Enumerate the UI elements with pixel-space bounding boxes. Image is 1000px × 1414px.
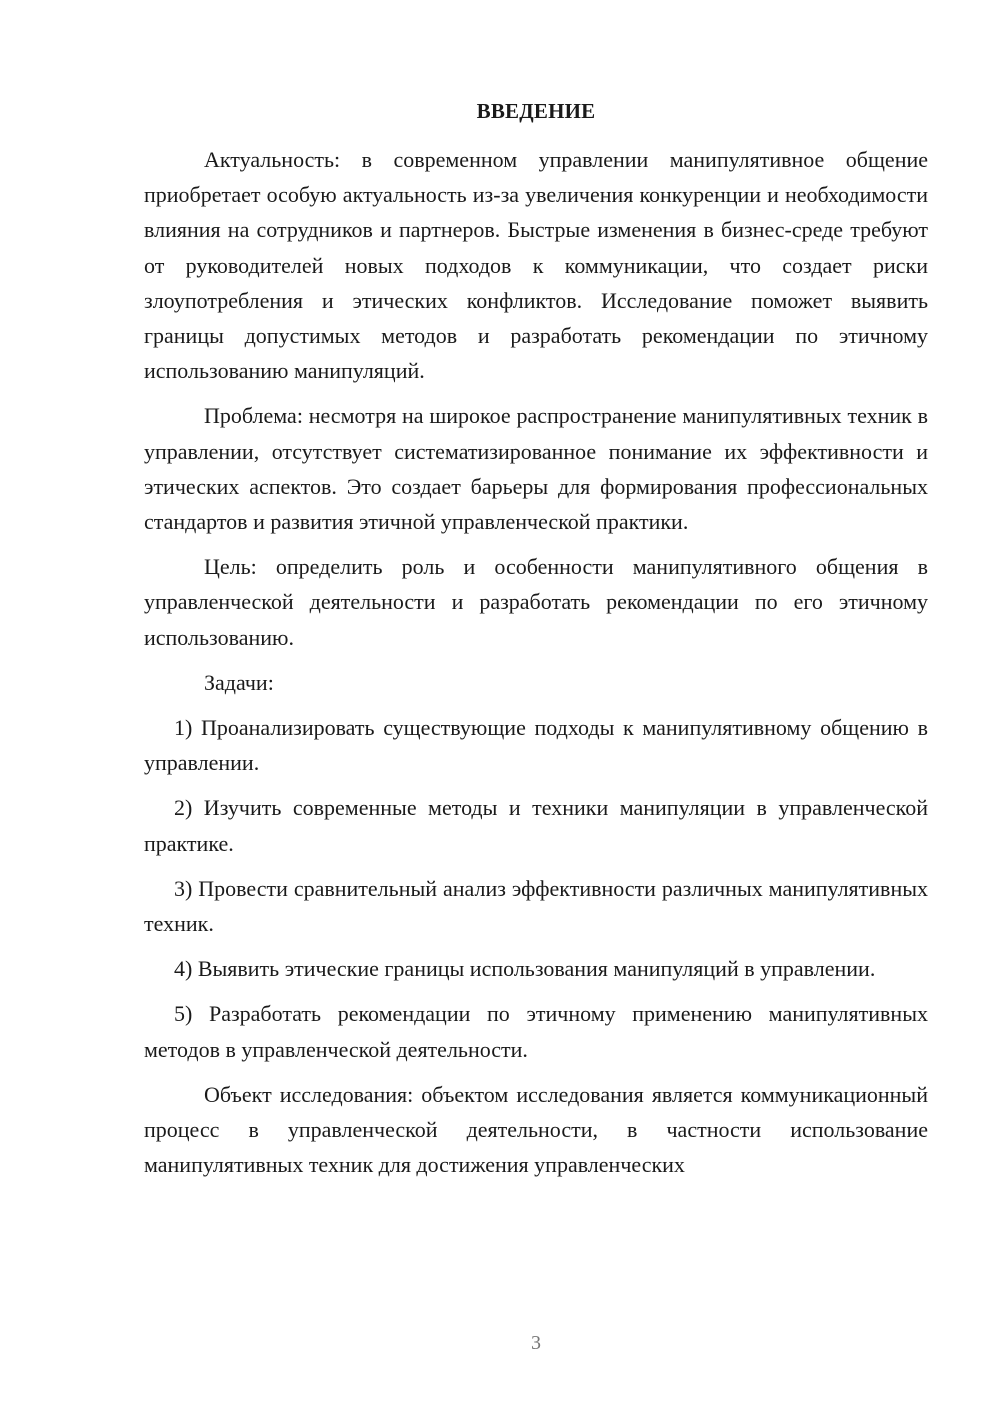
page-content	[144, 96, 928, 1192]
task-item: 2) Изучить современные методы и техники манипуляции в управленческой практике.	[144, 795, 928, 856]
page-number: 3	[531, 1332, 541, 1354]
task-item: 5) Разработать рекомендации по этичному применению манипулятивных методов в управленческой деятельности.	[144, 1001, 928, 1062]
goal-paragraph: Цель: определить роль и особенности манипулятивного общения в управленческой деятельности и разработать рекомендации по его этичному использованию.	[144, 554, 928, 650]
object-paragraph: Объект исследования: объектом исследования является коммуникационный процесс в управленческой деятельности, в частности использование манипулятивных техник для достижения управленческих	[144, 1081, 928, 1178]
relevance-paragraph: Актуальность: в современном управлении манипулятивное общение приобретает особую актуальность из-за увеличения конкуренции и необходимости влияния на сотрудников и партнеров. Быстрые изменения в бизнес-среде требуют от руководителей новых подходов к коммуникации, что создает риски злоупотребления и этических конфликтов. Исследование поможет выявить границы допустимых методов и разработать рекомендации по этичному использованию манипуляций.	[144, 147, 928, 384]
task-item: 4) Выявить этические границы использования манипуляций в управлении.	[174, 956, 876, 982]
task-item: 1) Проанализировать существующие подходы к манипулятивному общению в управлении.	[144, 715, 928, 776]
tasks-list	[144, 710, 928, 1067]
task-item: 3) Провести сравнительный анализ эффективности различных манипулятивных техник.	[144, 875, 928, 937]
tasks-label: Задачи:	[204, 669, 274, 695]
section-heading: ВВЕДЕНИЕ	[476, 99, 596, 123]
problem-paragraph: Проблема: несмотря на широкое распространение манипулятивных техник в управлении, отсутствует систематизированное понимание их эффективности и этических аспектов. Это создает барьеры для формирования профессиональных стандартов и развития этичной управленческой практики.	[144, 403, 928, 535]
